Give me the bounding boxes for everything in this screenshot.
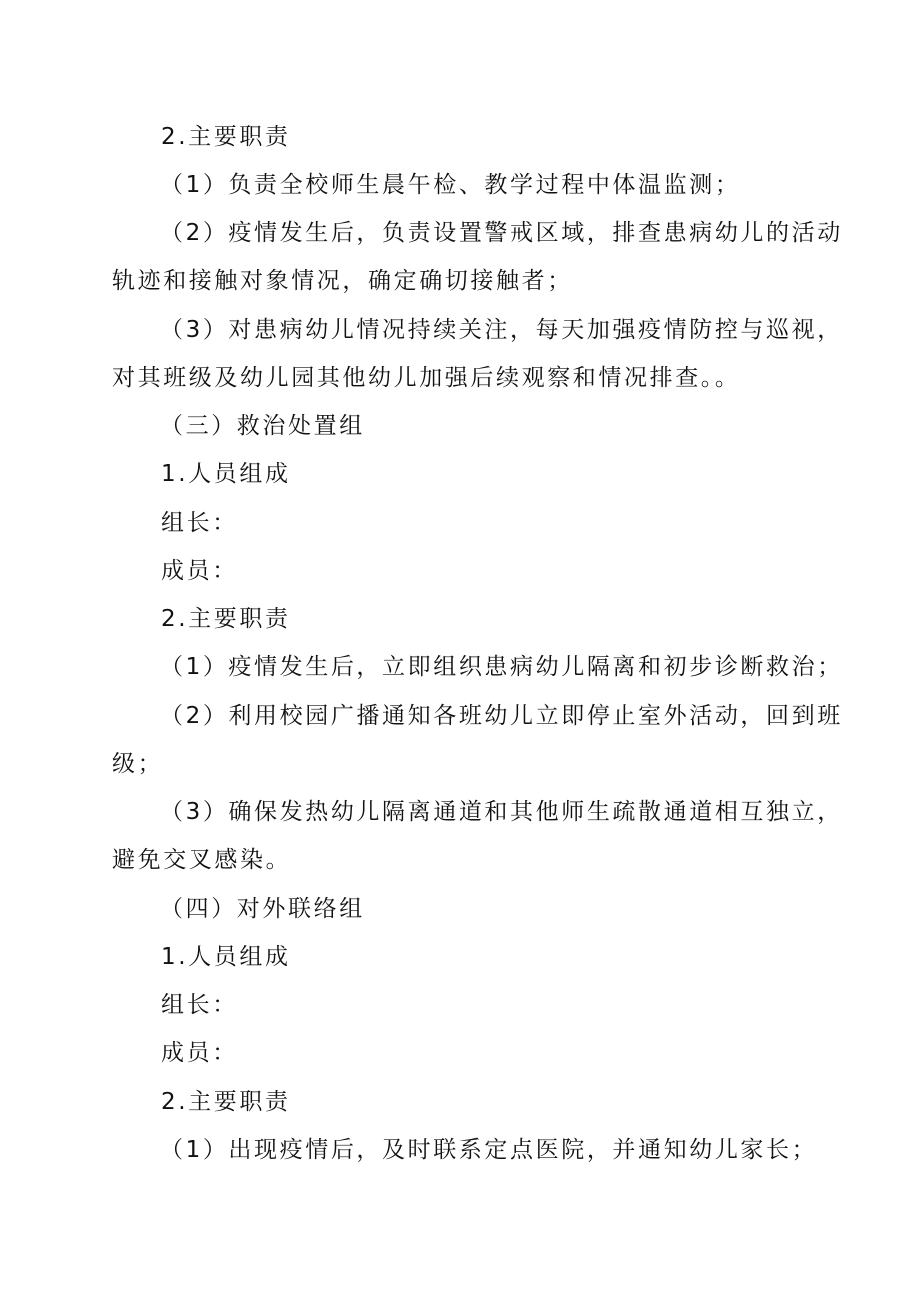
paragraph-line: （2）疫情发生后，负责设置警戒区域，排查患病幼儿的活动 <box>160 220 843 246</box>
paragraph-line: 级； <box>112 751 164 777</box>
heading-main-duties: 2.主要职责 <box>161 606 291 632</box>
field-group-leader: 组长： <box>161 510 238 536</box>
heading-main-duties: 2.主要职责 <box>161 124 291 150</box>
paragraph-line: （3）对患病幼儿情况持续关注，每天加强疫情防控与巡视， <box>160 317 843 343</box>
paragraph-line: 避免交叉感染。 <box>112 847 292 873</box>
section-heading-liaison-group: （四）对外联络组 <box>160 896 365 922</box>
paragraph-line: 轨迹和接触对象情况，确定确切接触者； <box>112 268 573 294</box>
paragraph-line: （1）疫情发生后，立即组织患病幼儿隔离和初步诊断救治； <box>160 654 843 680</box>
field-members: 成员： <box>161 558 238 584</box>
heading-main-duties: 2.主要职责 <box>161 1089 291 1115</box>
field-members: 成员： <box>161 1040 238 1066</box>
paragraph-line: 对其班级及幼儿园其他幼儿加强后续观察和情况排查。。 <box>112 365 741 391</box>
paragraph-line: （3）确保发热幼儿隔离通道和其他师生疏散通道相互独立， <box>160 799 843 825</box>
section-heading-treatment-group: （三）救治处置组 <box>160 413 365 439</box>
paragraph-line: （1）出现疫情后，及时联系定点医院，并通知幼儿家长； <box>160 1137 818 1163</box>
paragraph-line: （1）负责全校师生晨午检、教学过程中体温监测； <box>160 172 741 198</box>
field-group-leader: 组长： <box>161 992 238 1018</box>
paragraph-line: （2）利用校园广播通知各班幼儿立即停止室外活动，回到班 <box>160 703 843 729</box>
heading-staff-composition: 1.人员组成 <box>161 461 291 487</box>
heading-staff-composition: 1.人员组成 <box>161 944 291 970</box>
